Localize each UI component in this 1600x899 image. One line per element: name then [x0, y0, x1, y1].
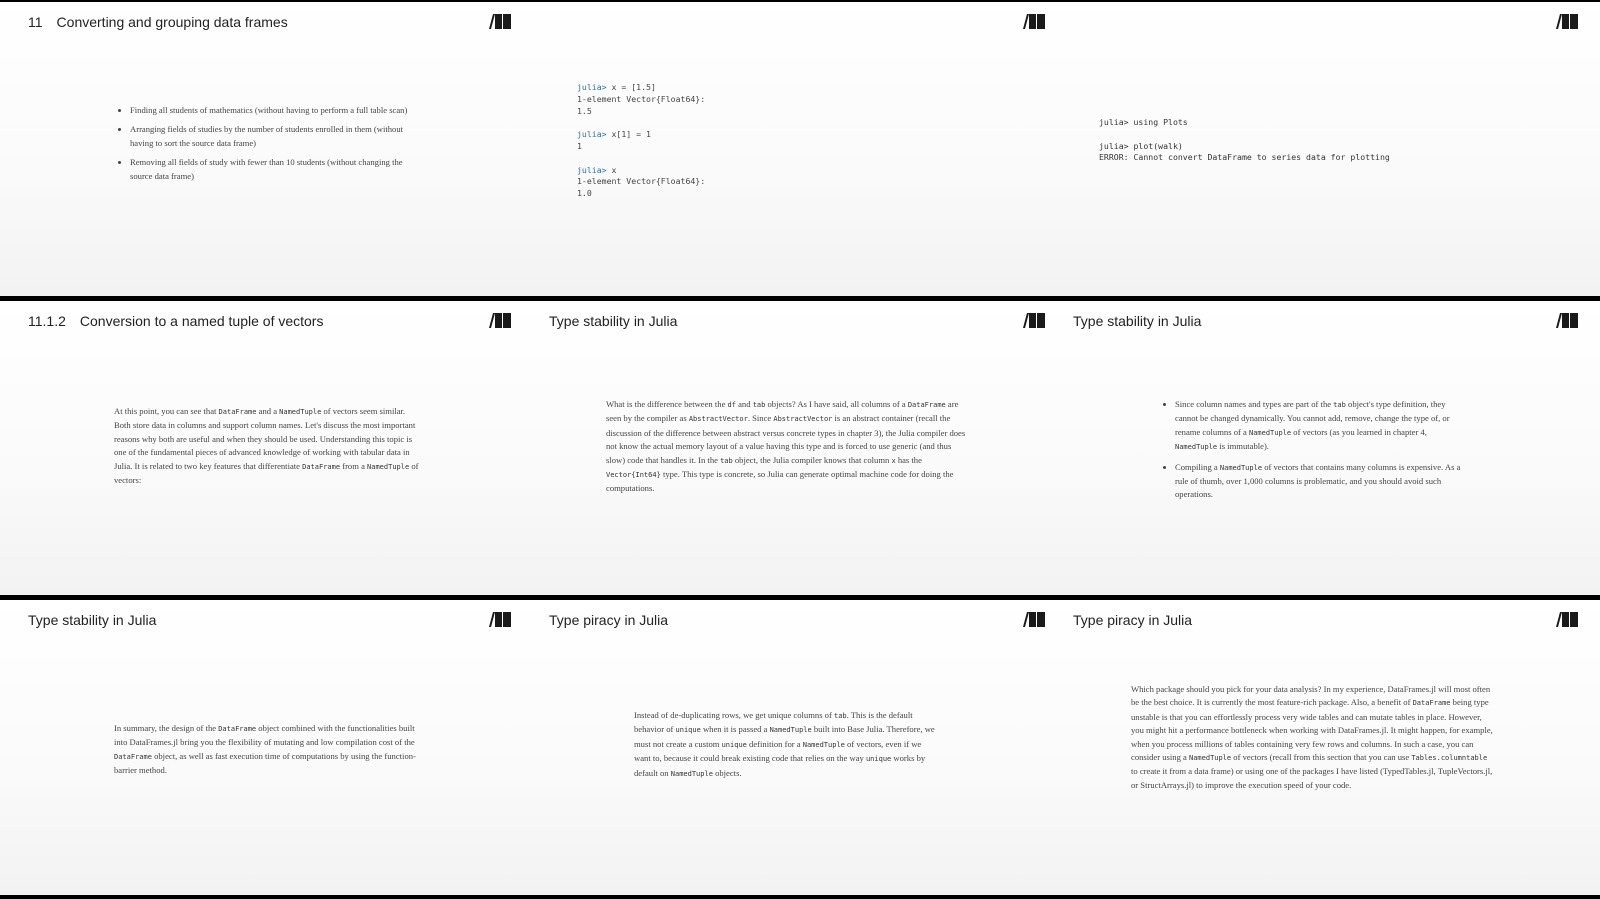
slide-9[interactable] [1067, 600, 1600, 895]
slide-5[interactable] [533, 301, 1067, 595]
text-run: Since column names and types are part of the [1175, 399, 1334, 409]
code-line: 1.0 [577, 188, 592, 199]
text-run: type. This type is concrete, so Julia can generate optimal machine code for doing the computations. [606, 469, 954, 494]
paragraph [114, 722, 424, 778]
text-run: of vectors seem similar. Both store data in columns and support column names. Let's discuss the most important reasons why both are useful and when they should be used. Understanding this topic is one of the fundamental pieces of advanced knowledge of working with tabular data in Julia. It is related to two key features that differentiate [114, 406, 416, 471]
inline-code: unique [675, 726, 701, 735]
inline-code: DataFrame [114, 752, 152, 761]
text-run: of vectors (recall from this section that you can use [1231, 752, 1412, 763]
slide-title [1073, 313, 1201, 329]
text-run: of vectors (as you learned in chapter 4, [1291, 426, 1427, 437]
text-run: being type unstable is that you can effortlessly process very wide tables and can mutate tables in place. However, you might hit a performance bottleneck when working with DataFrames.jl. It might happen, for example, when you process millions of tables containing very few rows and columns. In such a case, you can consider using a [1131, 697, 1493, 763]
text-run: are seen by the compiler as [606, 399, 959, 424]
code-block [577, 82, 705, 200]
slide-body [634, 709, 939, 781]
inline-code: NamedTuple [279, 408, 322, 416]
inline-code: DataFrame [218, 408, 257, 416]
inline-code: DataFrame [302, 462, 341, 471]
text-run: and [735, 399, 753, 409]
inline-code: DataFrame [1412, 699, 1451, 708]
text-run: is an abstract container (recall the discussion of the difference between abstract versus concrete types in chapter 3), the Julia compiler does not know the actual memory layout of a value having this type and is forced to use generic (and thus slow) code that handles it. In the [606, 413, 966, 465]
code-line: plot(walk) [1128, 140, 1183, 151]
text-run: Instead of de-duplicating rows, we get unique columns of [634, 710, 834, 720]
slide-body [606, 398, 966, 496]
text-run: What is the difference between the [606, 399, 728, 409]
section-number: 11.1.2 [28, 313, 66, 329]
slide-2[interactable] [533, 2, 1067, 296]
repl-prompt: julia> [1099, 140, 1129, 151]
text-run: of vectors that contains many columns is expensive. As a rule of thumb, over 1,000 columns is problematic, and you should avoid such operations. [1175, 461, 1461, 500]
inline-code: NamedTuple [670, 769, 713, 778]
inline-code: NamedTuple [367, 462, 410, 471]
slide-body [114, 722, 424, 778]
text-run: object, the Julia compiler knows that column [732, 454, 892, 465]
slide-7[interactable] [0, 600, 533, 895]
title-text: Type stability in Julia [28, 612, 157, 628]
code-line: 1 [577, 140, 582, 151]
inline-code: unique [865, 755, 892, 764]
book-logo-icon [1023, 14, 1045, 29]
text-run: Compiling a [1175, 461, 1220, 472]
text-run: . Since [747, 413, 774, 424]
inline-code: AbstractVector [773, 415, 833, 424]
code-block [1099, 117, 1390, 164]
inline-code: Tables.columntable [1411, 754, 1488, 763]
text-run: has the [895, 454, 922, 465]
paragraph [1131, 683, 1495, 792]
book-logo-icon [1023, 313, 1045, 328]
title-text: Converting and grouping data frames [56, 14, 288, 30]
text-run: object's type definition, they cannot be changed dynamically. You cannot add, remove, change the type of, or rename columns of a [1175, 399, 1450, 437]
text-run: definition for a [746, 738, 803, 749]
title-text: Type stability in Julia [1073, 313, 1202, 329]
text-run: is immutable). [1217, 441, 1269, 452]
inline-code: AbstractVector [688, 415, 748, 424]
inline-code: df [727, 401, 736, 409]
slide-body [1163, 398, 1463, 508]
slide-title [549, 612, 668, 628]
paragraph [634, 709, 939, 781]
bullet-item: • Removing all fields of study with fewer than 10 students (without changing the source data frame) [130, 156, 418, 183]
paragraph [606, 398, 966, 496]
text-run: from a [340, 460, 368, 471]
inline-code: NamedTuple [769, 726, 812, 735]
inline-code: tab [752, 401, 766, 409]
slide-1[interactable] [0, 2, 533, 296]
slide-6[interactable] [1067, 301, 1600, 595]
inline-code: NamedTuple [1175, 443, 1218, 452]
title-text: Conversion to a named tuple of vectors [79, 313, 324, 329]
book-logo-icon [489, 313, 511, 328]
book-logo-icon [1023, 612, 1045, 627]
slide-title [28, 612, 156, 628]
slide-grid [0, 2, 1600, 899]
slide-title [1073, 612, 1192, 628]
inline-code: DataFrame [907, 401, 946, 409]
text-run: objects. [712, 767, 742, 778]
section-number: 11 [28, 14, 43, 30]
error-line: ERROR: Cannot convert DataFrame to series data for plotting [1099, 152, 1390, 163]
text-run: In summary, the design of the [114, 723, 219, 733]
book-logo-icon [1556, 313, 1578, 328]
inline-code: NamedTuple [1248, 428, 1292, 437]
code-line: 1.5 [577, 105, 592, 116]
inline-code: tab [834, 712, 847, 720]
bullet-item [1175, 461, 1463, 502]
text-run: object, as well as fast execution time of computations by using the function-barrier method. [114, 750, 416, 776]
repl-prompt: julia> [1099, 117, 1129, 127]
inline-code: NamedTuple [1219, 463, 1263, 472]
slide-8[interactable] [533, 600, 1067, 895]
bullet-item: • Finding all students of mathematics (without having to perform a full table scan) [130, 104, 418, 117]
title-text: Type piracy in Julia [549, 612, 669, 628]
slide-4[interactable] [0, 301, 533, 595]
text-run: objects? As I have said, all columns of a [765, 399, 908, 409]
repl-prompt: julia> [577, 164, 607, 175]
paragraph [114, 405, 420, 487]
title-text: Type stability in Julia [549, 313, 678, 329]
bullet-item [1175, 398, 1463, 455]
text-run: of vectors, even if we want to, because it could break existing code that relies on the way [634, 738, 922, 764]
title-text: Type piracy in Julia [1073, 612, 1193, 628]
slide-body [118, 104, 418, 189]
code-line: 1-element Vector{Float64}: [577, 93, 706, 104]
code-line: x [606, 164, 617, 175]
text-run: and a [256, 406, 280, 416]
inline-code: DataFrame [218, 725, 257, 733]
code-line: x = [1.5] [606, 82, 656, 92]
book-logo-icon [489, 612, 511, 627]
slide-title [28, 14, 288, 30]
slide-title [28, 313, 323, 329]
text-run: . This is the default behavior of [634, 710, 913, 735]
inline-code: tab [1333, 401, 1346, 409]
slide-body [1131, 683, 1495, 792]
text-run: built into Base Julia. Therefore, we must not create a custom [634, 724, 935, 749]
text-run: when it is passed a [700, 724, 770, 735]
inline-code: unique [721, 740, 747, 749]
slide-title [549, 313, 677, 329]
inline-code: Vector{Int64} [606, 471, 661, 480]
inline-code: tab [720, 456, 733, 465]
text-run: At this point, you can see that [114, 406, 219, 416]
text-run: to create it from a data frame) or using one of the packages I have listed (TypedTables.jl, TupleVectors.jl, or StructArrays.jl) to improve the execution speed of your code. [1131, 766, 1493, 790]
code-line: 1-element Vector{Float64}: [577, 176, 706, 187]
text-run: object combined with the functionalities built into DataFrames.jl bring you the flexibility of mutating and low compilation cost of the [114, 723, 415, 748]
book-logo-icon [1556, 14, 1578, 29]
inline-code: NamedTuple [802, 740, 845, 749]
inline-code: x [891, 456, 896, 465]
bullet-item: • Arranging fields of studies by the number of students enrolled in them (without having to sort the source data frame) [130, 123, 418, 150]
book-logo-icon [489, 14, 511, 29]
book-logo-icon [1556, 612, 1578, 627]
text-run: Which package should you pick for your data analysis? In my experience, DataFrames.jl will most often be the best choice. It is currently the most feature-rich package. Also, a benefit of [1131, 684, 1491, 708]
slide-3[interactable] [1067, 2, 1600, 296]
inline-code: NamedTuple [1189, 754, 1232, 763]
text-run: of vectors: [114, 460, 419, 486]
text-run: works by default on [634, 753, 926, 778]
code-line: using Plots [1128, 117, 1188, 127]
repl-prompt: julia> [577, 129, 607, 140]
code-line: x[1] = 1 [606, 129, 651, 140]
repl-prompt: julia> [577, 82, 607, 92]
slide-body [114, 405, 420, 487]
